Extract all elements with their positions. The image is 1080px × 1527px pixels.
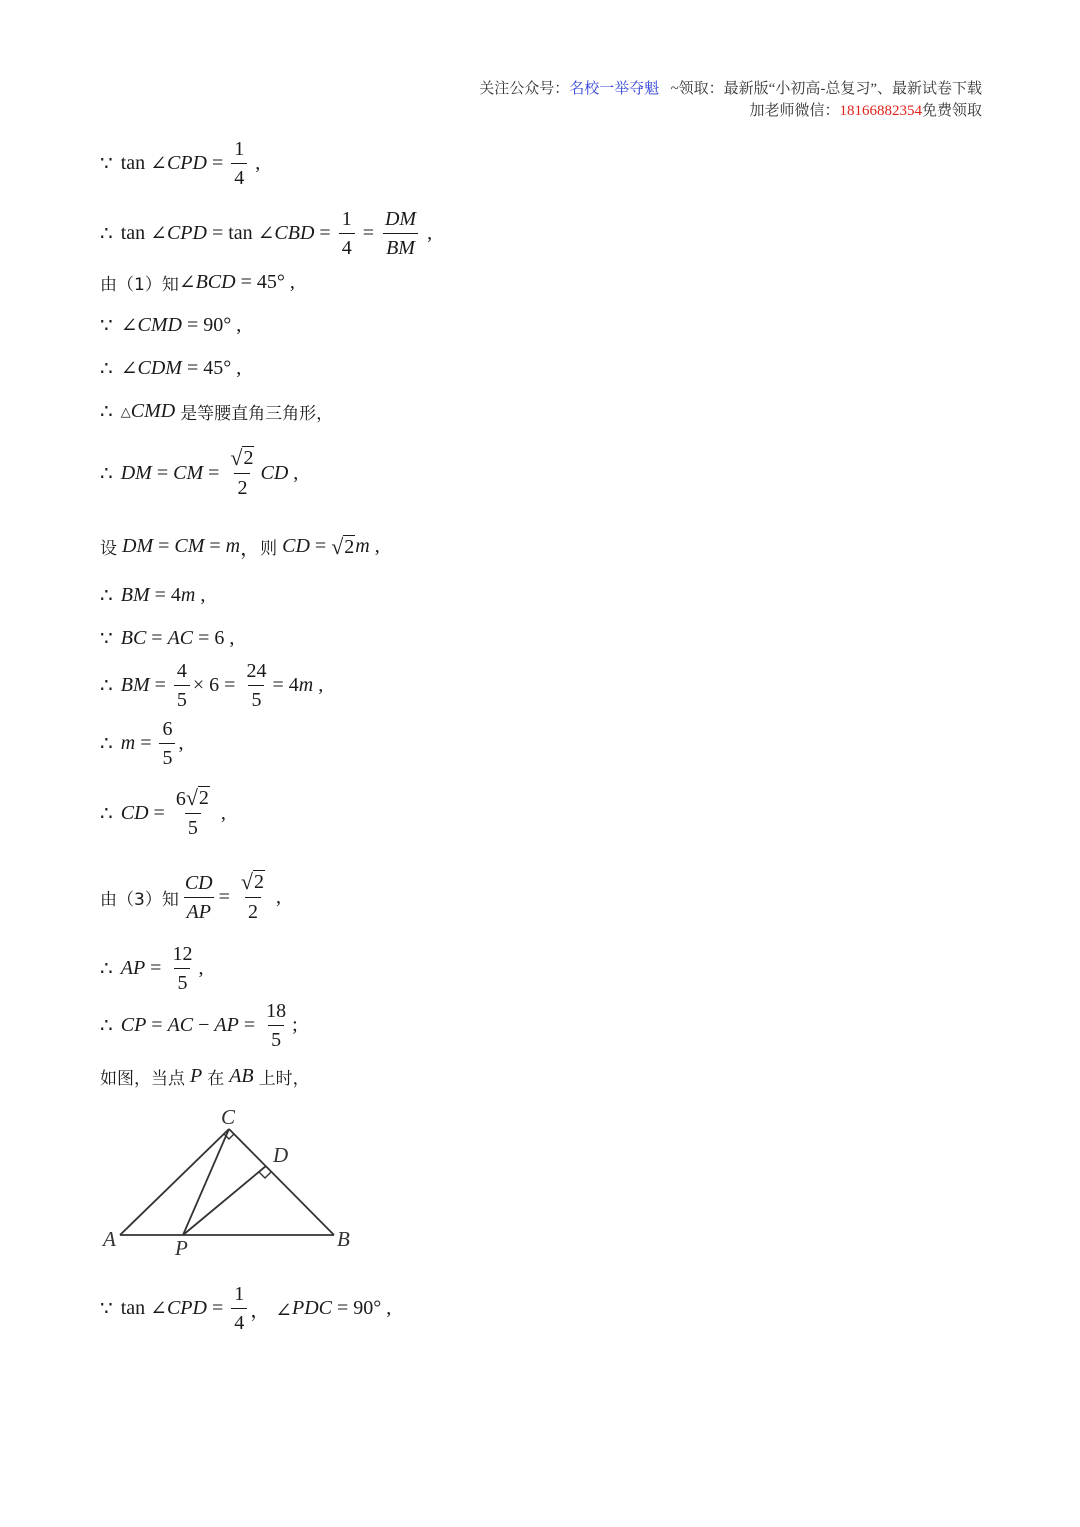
- line-14: 由 （3）知 $\frac{CD}{AP}$ = √ 2 2 ,: [100, 869, 281, 923]
- text-zhi-3: （3）知: [117, 890, 179, 910]
- line-7: ∴ DM = CM = √ 2 2 CD ,: [100, 445, 299, 499]
- line-3: 由 （1）知 ∠ BCD = 45° ,: [100, 271, 295, 295]
- header-prefix: 关注公众号：: [479, 81, 570, 97]
- line-10: ∵ BC = AC = 6 ,: [100, 627, 235, 650]
- line-13: ∴ CD = 6 √ 2 5 ,: [100, 785, 226, 839]
- header-line-2: [479, 100, 982, 122]
- header-promo: ~领取：最新版“小初高-总复习”、最新试卷下载: [670, 81, 982, 97]
- triangle-diagram: [98, 1102, 358, 1262]
- segment-ac: [120, 1129, 229, 1235]
- line-16: ∴ CP = AC − AP = $\frac{18}{5}$ ;: [100, 1000, 298, 1051]
- segment-pd: [183, 1166, 266, 1235]
- label-a: A: [103, 1227, 116, 1251]
- page-header: [479, 78, 982, 122]
- wechat-number[interactable]: 18166882354: [839, 103, 922, 119]
- line-8: 设 DM = CM = m ， 则 CD = √ 2 m ,: [100, 534, 380, 560]
- line-9: ∴ BM = 4 m ,: [100, 584, 206, 607]
- brand-name[interactable]: 名校一举夺魁: [569, 81, 660, 97]
- line-6: ∴ △ CMD 是等腰直角三角形，: [100, 400, 334, 424]
- label-d: D: [273, 1143, 289, 1167]
- text-she: 设: [100, 539, 117, 559]
- header-line-1: [479, 78, 982, 100]
- text-zhi-1: （1）知: [117, 275, 179, 295]
- line-1: ∵ tan ∠ CPD = $\frac{1}{4}$ ,: [100, 138, 261, 189]
- line-2: ∴ tan ∠ CPD = tan ∠ CBD = $\frac{1}{4}$ = $\frac{DM}{BM}$ ,: [100, 208, 433, 259]
- wechat-label: 加老师微信：: [749, 103, 840, 119]
- line-15: ∴ AP = $\frac{12}{5}$ ,: [100, 943, 204, 994]
- label-c: C: [221, 1105, 236, 1129]
- line-18: ∵ tan ∠ CPD = $\frac{1}{4}$ ， ∠ PDC = 90° ,: [100, 1283, 392, 1334]
- text-isosceles: 是等腰直角三角形，: [180, 404, 334, 424]
- segment-cp: [183, 1129, 229, 1235]
- right-angle-mark-d: [259, 1172, 271, 1178]
- text-ze: 则: [260, 539, 278, 559]
- wechat-suffix: 免费领取: [921, 103, 982, 119]
- line-5: ∴ ∠ CDM = 45° ,: [100, 357, 242, 380]
- line-4: ∵ ∠ CMD = 90° ,: [100, 314, 242, 337]
- line-11: ∴ BM = $\frac{4}{5}$ × 6 = $\frac{24}{5}$ = 4 m ,: [100, 660, 324, 711]
- line-12: ∴ m = $\frac{6}{5}$ ,: [100, 718, 184, 769]
- label-b: B: [337, 1227, 350, 1251]
- line-17: 如图，当点 P 在 AB 上时，: [100, 1065, 310, 1089]
- text-zai: 在: [207, 1069, 225, 1089]
- text-you: 由: [100, 275, 117, 295]
- text-you-2: 由: [100, 890, 117, 910]
- label-p: P: [175, 1236, 188, 1260]
- text-rutu: 如图，当点: [100, 1069, 185, 1089]
- text-shangshi: 上时，: [258, 1069, 310, 1089]
